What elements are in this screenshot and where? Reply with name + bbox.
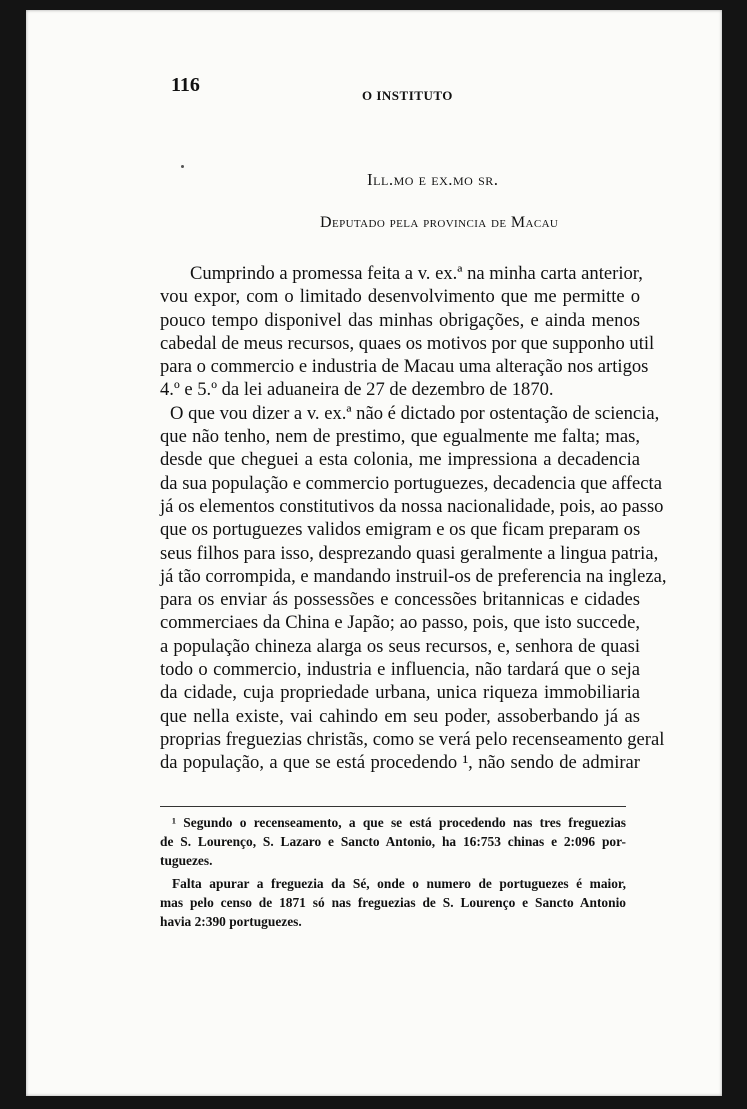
body-line: da população, a que se está procedendo ¹, não sendo de admirar [160,752,640,774]
body-line: todo o commercio, industria e influencia, não tardará que o seja [160,659,640,681]
body-line: já os elementos constitutivos da nossa nacionalidade, pois, ao passo [160,495,664,517]
body-line: Cumprindo a promessa feita a v. ex.ª na minha carta anterior, [190,263,643,284]
body-line: a população chineza alarga os seus recursos, e, senhora de quasi [160,635,640,657]
body-line: 4.º e 5.º da lei aduaneira de 27 de dezembro de 1870. [160,379,554,401]
body-line: proprias freguezias christãs, como se verá pelo recenseamento geral [160,728,665,750]
body-line: da sua população e commercio portuguezes, decadencia que affecta [160,472,662,494]
footnote-line: ¹ Segundo o recenseamento, a que se está procedendo nas tres freguezias [172,815,626,830]
body-line: que não tenho, nem de prestimo, que egualmente me falta; mas, [160,426,640,448]
salutation: Ill.mo e ex.mo sr. [367,170,499,189]
footnote-rule [160,806,626,807]
letter-body [160,262,667,775]
body-line: já tão corrompida, e mandando instruil-os de preferencia na ingleza, [160,565,667,587]
footnote-line: mas pelo censo de 1871 só nas freguezias de S. Lourenço e Sancto Antonio [160,895,626,910]
footnote-line: de S. Lourenço, S. Lazaro e Sancto Antonio, ha 16:753 chinas e 2:096 por- [160,834,626,849]
page-number: 116 [171,74,200,96]
body-line: commerciaes da China e Japão; ao passo, pois, que isto succede, [160,612,640,634]
body-line: que nella existe, vai cahindo em seu poder, assoberbando já as [160,705,640,727]
body-line: vou expor, com o limitado desenvolvimento que me permitte o [160,286,640,308]
body-line: da cidade, cuja propriedade urbana, unica riqueza immobiliaria [160,682,640,704]
body-line: para o commercio e industria de Macau uma alteração nos artigos [160,356,649,378]
body-line: seus filhos para isso, desprezando quasi geralmente a lingua patria, [160,542,659,564]
body-line: para os enviar ás possessões e concessões britannicas e cidades [160,589,640,611]
running-title: O INSTITUTO [362,88,453,103]
body-line: que os portuguezes validos emigram e os que ficam preparam os [160,519,641,541]
addressee: Deputado pela provincia de Macau [320,214,559,231]
footnotes [160,813,626,931]
ink-speck [181,165,184,168]
body-line: O que vou dizer a v. ex.ª não é dictado por ostentação de sciencia, [170,402,660,424]
body-line: pouco tempo disponivel das minhas obrigações, e ainda menos [160,309,640,331]
footnote-line: havia 2:390 portuguezes. [160,914,302,929]
footnote-line: tuguezes. [160,853,213,868]
body-line: desde que cheguei a esta colonia, me impressiona a decadencia [160,449,640,471]
body-line: cabedal de meus recursos, quaes os motivos por que supponho util [160,332,655,354]
footnote-line: Falta apurar a freguezia da Sé, onde o numero de portuguezes é maior, [172,876,626,891]
